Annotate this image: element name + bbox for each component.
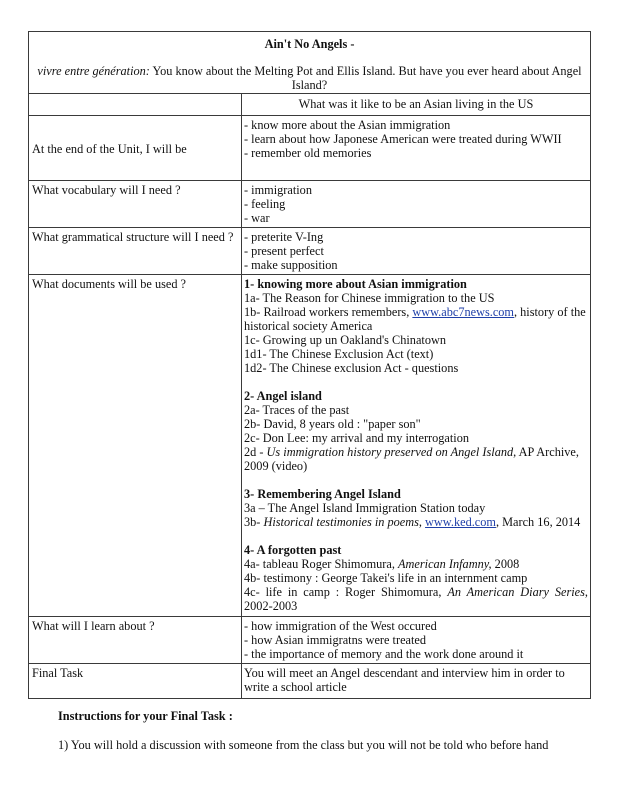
document-item-text: 1b- Railroad workers remembers, (244, 305, 413, 319)
document-title: Ain't No Angels - (264, 37, 355, 51)
document-item: 2a- Traces of the past (244, 403, 350, 417)
subtitle-text: You know about the Melting Pot and Ellis Island. But have you ever heard about Angel Island? (149, 64, 582, 92)
vocabulary-row (29, 181, 591, 228)
section-heading: 4- A forgotten past (244, 543, 342, 557)
list-item: - make supposition (244, 258, 338, 272)
document-item-text: 4c- life in camp : Roger Shimomura, (244, 585, 448, 599)
documents-label: What documents will be used ? (29, 275, 242, 617)
subtitle-italic: vivre entre génération: (37, 64, 150, 78)
document-item: 2c- Don Lee: my arrival and my interrogation (244, 431, 470, 445)
list-item: - war (244, 211, 270, 225)
theme-cell: What was it like to be an Asian living in the US (242, 94, 591, 116)
theme-row (29, 94, 591, 116)
list-item: - know more about the Asian immigration (244, 118, 451, 132)
instructions-title: Instructions for your Final Task : (58, 709, 233, 723)
header-row (29, 32, 591, 94)
header-cell (29, 32, 591, 94)
section-heading: 2- Angel island (244, 389, 322, 403)
document-item-text: , 2002-2003 (244, 585, 588, 613)
document-item (244, 557, 588, 571)
document-title-italic: Us immigration history preserved on Angel Island (266, 445, 514, 459)
document-item-text: 4a- tableau Roger Shimomura, (244, 557, 399, 571)
document-item (244, 445, 588, 473)
documents-row (29, 275, 591, 617)
grammar-row (29, 228, 591, 275)
document-item: 4b- testimony : George Takei's life in an internment camp (244, 571, 528, 585)
abc7news-link[interactable]: www.abc7news.com (412, 305, 514, 319)
list-item: - remember old memories (244, 146, 372, 160)
list-item: - feeling (244, 197, 286, 211)
section-heading: 1- knowing more about Asian immigration (244, 277, 467, 291)
list-item: - how Asian immigratns were treated (244, 633, 427, 647)
unit-goals-list (242, 116, 591, 181)
document-title-italic: American Infamny, (398, 557, 492, 571)
grammar-list (242, 228, 591, 275)
lesson-plan-table (28, 31, 591, 699)
learn-list (242, 617, 591, 664)
list-item: - how immigration of the West occured (244, 619, 437, 633)
vocabulary-list (242, 181, 591, 228)
grammar-label: What grammatical structure will I need ? (29, 228, 242, 275)
document-item: 1d1- The Chinese Exclusion Act (text) (244, 347, 434, 361)
document-item-text: , AP Archive, 2009 (video) (244, 445, 579, 473)
document-item-text: 2d - (244, 445, 267, 459)
document-item-text: 2008 (491, 557, 520, 571)
document-title-italic: Historical testimonies in poems (263, 515, 419, 529)
document-item-text: , history of the historical society America (244, 305, 586, 333)
vocabulary-label: What vocabulary will I need ? (29, 181, 242, 228)
instruction-item: 1) You will hold a discussion with someone from the class but you will not be told who before hand (58, 738, 549, 752)
document-item-text: 3b- (244, 515, 264, 529)
list-item: - learn about how Japonese American were treated during WWII (244, 132, 562, 146)
document-item: 1d2- The Chinese exclusion Act - questions (244, 361, 459, 375)
learn-label: What will I learn about ? (29, 617, 242, 664)
section-heading: 3- Remembering Angel Island (244, 487, 401, 501)
final-task-row (29, 664, 591, 699)
documents-list (242, 275, 591, 617)
document-item-text: , (418, 515, 426, 529)
spacer (244, 375, 588, 389)
list-item: - preterite V-Ing (244, 230, 324, 244)
document-item: 1a- The Reason for Chinese immigration to the US (244, 291, 495, 305)
spacer (244, 473, 588, 487)
document-item-text: , March 16, 2014 (495, 515, 581, 529)
document-item (244, 585, 588, 613)
subtitle (37, 64, 581, 92)
instructions-section (58, 709, 598, 752)
lesson-plan-page (28, 31, 590, 699)
list-item: - present perfect (244, 244, 324, 258)
document-item: 1c- Growing up un Oakland's Chinatown (244, 333, 447, 347)
theme-empty-cell (29, 94, 242, 116)
document-item (244, 515, 588, 529)
final-task-text: You will meet an Angel descendant and interview him in order to write a school article (242, 664, 591, 699)
final-task-label: Final Task (29, 664, 242, 699)
spacer (244, 529, 588, 543)
unit-goals-label: At the end of the Unit, I will be (29, 116, 242, 181)
document-item: 2b- David, 8 years old : "paper son" (244, 417, 421, 431)
document-title-italic: An American Diary Series (447, 585, 585, 599)
ked-link[interactable]: www.ked.com (425, 515, 496, 529)
document-item: 3a – The Angel Island Immigration Station today (244, 501, 486, 515)
document-item (244, 305, 588, 333)
learn-row (29, 617, 591, 664)
unit-goals-row (29, 116, 591, 181)
list-item: - immigration (244, 183, 312, 197)
list-item: - the importance of memory and the work done around it (244, 647, 524, 661)
